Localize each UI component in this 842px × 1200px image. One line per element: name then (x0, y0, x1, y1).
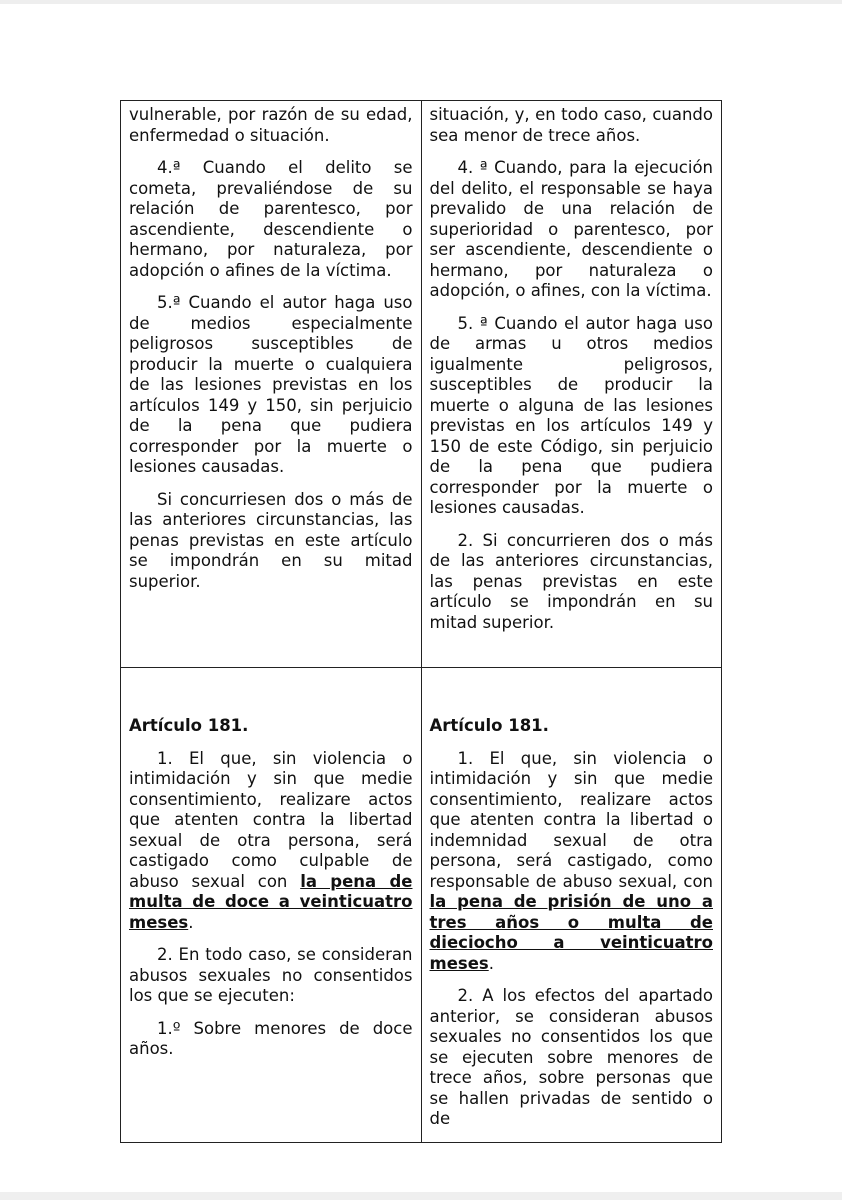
bottom-edge (0, 1192, 842, 1200)
article-heading: Artículo 181. (129, 716, 249, 735)
paragraph: situación, y, en todo caso, cuando sea menor de trece años. (429, 105, 713, 145)
paragraph: 5.ª Cuando el autor haga uso de medios especialmente peligrosos susceptibles de producir la muerte o cualquiera de las lesiones previstas en los artículos 149 y 150, sin perjuicio de la pena que pudiera corresponder por la muerte o lesiones causadas. (129, 293, 413, 476)
table-row (121, 668, 722, 1143)
paragraph: 2. A los efectos del apartado anterior, se consideran abusos sexuales no consentidos los que se ejecuten sobre menores de trece años, sobre personas que se hallen privadas de sentido o de (429, 986, 713, 1128)
paragraph: 2. Si concurrieren dos o más de las anteriores circunstancias, las penas previstas en este artículo se impondrán en su mitad superior. (429, 530, 713, 632)
paragraph: 4. ª Cuando, para la ejecución del delito, el responsable se haya prevalido de una relación de superioridad o parentesco, por ser ascendiente, descendiente o hermano, por naturaleza o adopción, o afines, con la víctima. (429, 158, 713, 300)
table-row (121, 101, 722, 668)
paragraph: vulnerable, por razón de su edad, enfermedad o situación. (129, 105, 413, 145)
paragraph: 1. El que, sin violencia o intimidación y sin que medie consentimiento, realizare actos que atenten contra la libertad sexual de otra persona, será castigado como culpable de abuso sexual con la pena de multa de doce a veinticuatro meses. (129, 748, 413, 932)
paragraph: 5. ª Cuando el autor haga uso de armas u otros medios igualmente peligrosos, susceptibles de producir la muerte o alguna de las lesiones previstas en los artículos 149 y 150 de este Código, sin perjuicio de la pena que pudiera corresponder por la muerte o lesiones causadas. (429, 313, 713, 517)
paragraph: 2. En todo caso, se consideran abusos sexuales no consentidos los que se ejecuten: (129, 945, 413, 1005)
left-column-cell (121, 101, 422, 668)
right-column-cell (421, 668, 722, 1143)
paragraph: Si concurriesen dos o más de las anteriores circunstancias, las penas previstas en este artículo se impondrán en su mitad superior. (129, 489, 413, 591)
left-column-cell (121, 668, 422, 1143)
right-column-cell (421, 101, 722, 668)
paragraph: 1. El que, sin violencia o intimidación y sin que medie consentimiento, realizare actos que atenten contra la libertad o indemnidad sexual de otra persona, será castigado, como responsable de abuso sexual, con la pena de prisión de uno a tres años o multa de dieciocho a veinticuatro meses. (429, 748, 713, 973)
paragraph: 4.ª Cuando el delito se cometa, prevaliéndose de su relación de parentesco, por ascendiente, descendiente o hermano, por naturaleza, por adopción o afines de la víctima. (129, 158, 413, 280)
highlighted-penalty: la pena de prisión de uno a tres años o multa de dieciocho a veinticuatro meses (429, 892, 713, 973)
top-edge (0, 0, 842, 4)
highlighted-penalty: la pena de multa de doce a veinticuatro meses (129, 871, 413, 932)
paragraph: 1.º Sobre menores de doce años. (129, 1018, 413, 1058)
article-heading: Artículo 181. (429, 716, 549, 735)
comparison-table (120, 100, 722, 1143)
